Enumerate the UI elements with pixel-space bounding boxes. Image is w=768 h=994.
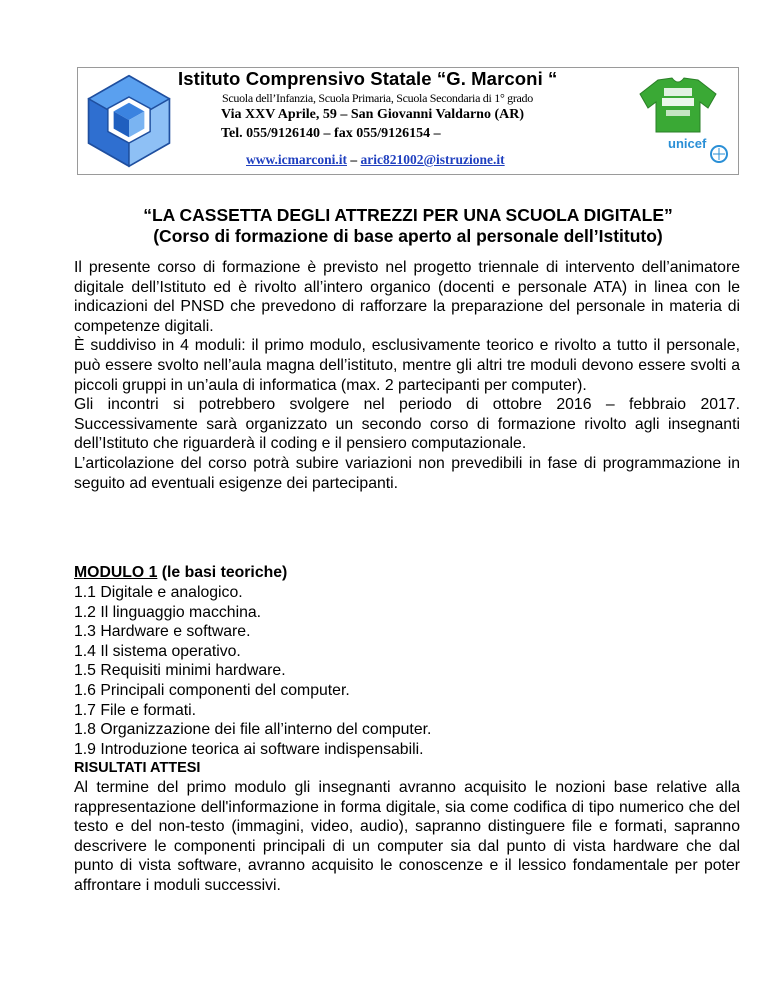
module-topics — [74, 583, 740, 759]
list-item: 1.5 Requisiti minimi hardware. — [74, 662, 286, 680]
school-cube-logo-icon — [81, 72, 177, 168]
list-item: 1.1 Digitale e analogico. — [74, 584, 243, 601]
link-separator: – — [350, 152, 358, 167]
letterhead — [77, 67, 739, 175]
title-line-1: “LA CASSETTA DEGLI ATTREZZI PER UNA SCUOLA DIGITALE” — [143, 205, 673, 225]
intro-text — [74, 258, 740, 493]
module-label: MODULO 1 — [74, 564, 158, 581]
module-suffix: (le basi teoriche) — [157, 564, 288, 581]
document-title — [77, 205, 739, 247]
list-item: 1.8 Organizzazione dei file all’interno del computer. — [74, 721, 432, 739]
school-levels: Scuola dell’Infanzia, Scuola Primaria, Scuola Secondaria di 1° grado — [222, 91, 533, 105]
results-text: Al termine del primo modulo gli insegnanti avranno acquisito le nozioni base relative alla rappresentazione dell'informazione in forma digitale, sia come codifica di tipo numerico che del testo e del non-testo (immagini, video, audio), sapranno distinguere file e formati, sapranno descrivere le componenti principali di un computer sia dal punto di vista hardware che dal punto di vista software, avranno acquisito le conoscenze e il lessico fondamentale per poter affrontare i moduli successivi. — [74, 779, 740, 894]
scuola-amica-shirt-icon — [624, 74, 732, 170]
school-phones: Tel. 055/9126140 – fax 055/9126154 – — [221, 126, 441, 141]
website-link[interactable]: www.icmarconi.it — [246, 152, 347, 167]
list-item: 1.3 Hardware e software. — [74, 623, 251, 641]
list-item: 1.7 File e formati. — [74, 701, 197, 719]
school-address: Via XXV Aprile, 59 – San Giovanni Valdarno (AR) — [221, 107, 524, 122]
school-name: Istituto Comprensivo Statale “G. Marconi “ — [178, 68, 558, 89]
list-item: 1.4 Il sistema operativo. — [74, 642, 241, 660]
paragraph: È suddiviso in 4 moduli: il primo modulo, esclusivamente teorico e rivolto a tutto il personale, può essere svolto nell’aula magna dell’istituto, mentre gli altri tre moduli devono essere svolti a piccoli gruppi in un’aula di informatica (max. 2 partecipanti per computer). — [74, 337, 740, 394]
title-line-2: (Corso di formazione di base aperto al personale dell’Istituto) — [153, 226, 663, 246]
unicef-label: unicef — [668, 136, 707, 151]
paragraph: Il presente corso di formazione è previsto nel progetto triennale di intervento dell’animatore digitale dell’Istituto ed è rivolto all’intero organico (docenti e personale ATA) in linea con le indicazioni del PNSD che prevedono di rafforzare la preparazione del personale in materia di competenze digitali. — [74, 259, 740, 335]
contact-links — [246, 152, 505, 168]
email-link[interactable]: aric821002@istruzione.it — [360, 152, 505, 167]
list-item: 1.6 Principali componenti del computer. — [74, 681, 350, 699]
paragraph: L’articolazione del corso potrà subire variazioni non prevedibili in fase di programmazione in seguito ad eventuali esigenze dei partecipanti. — [74, 454, 740, 492]
module-heading — [74, 564, 287, 582]
paragraph: Gli incontri si potrebbero svolgere nel periodo di ottobre 2016 – febbraio 2017. Successivamente sarà organizzato un secondo corso di formazione rivolto agli insegnanti dell’Istituto che riguarderà il coding e il pensiero computazionale. — [74, 396, 740, 453]
results-heading: RISULTATI ATTESI — [74, 760, 201, 776]
list-item: 1.2 Il linguaggio macchina. — [74, 603, 262, 621]
list-item: 1.9 Introduzione teorica ai software indispensabili. — [74, 740, 424, 758]
